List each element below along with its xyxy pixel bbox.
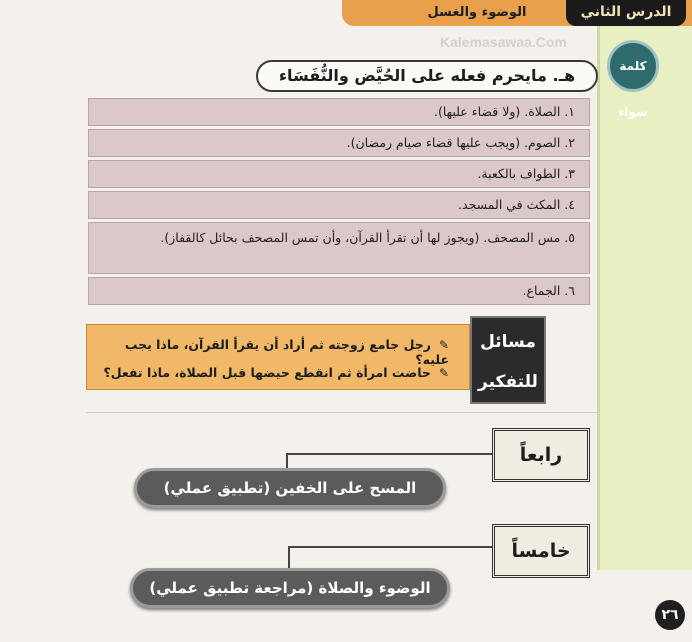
list-item: ٦. الجماع. [88, 277, 590, 305]
pencil-icon: ✎ [438, 338, 449, 352]
question-text: رجل جامع زوجته ثم أراد أن يقرأ القرآن، ماذا يجب عليه؟ [124, 337, 449, 367]
question-item [103, 365, 449, 380]
thinking-questions-panel [86, 324, 470, 390]
thinking-title-box: مسائل للتفكير [470, 316, 546, 404]
question-item [87, 337, 449, 367]
list-item: ٣. الطواف بالكعبة. [88, 160, 590, 188]
topic-tab: الوضوء والغسل [427, 5, 527, 20]
section-heading: هـ. مايحرم فعله على الحُيَّض والنُّفَسَاء [256, 60, 598, 92]
step-title-pill: الوضوء والصلاة (مراجعة تطبيق عملي) [130, 568, 450, 608]
step-title-pill: المسح على الخفين (تطبيق عملي) [134, 468, 446, 508]
page-number: ٢٦ [655, 600, 685, 630]
lesson-tab: الدرس الثاني [566, 0, 686, 26]
logo-badge: كلمة سواء [607, 40, 659, 92]
list-item: ٥. مس المصحف. (ويجوز لها أن تقرأ القرآن، وأن تمس المصحف بحائل كالقفاز). [88, 222, 590, 274]
question-text: حاضت امرأة ثم انقطع حيضها قبل الصلاة، ماذا تفعل؟ [103, 365, 431, 380]
list-item: ١. الصلاة. (ولا قضاء عليها). [88, 98, 590, 126]
divider [86, 412, 598, 413]
watermark: Kalemasawaa.Com [440, 34, 567, 50]
step-label-card: خامساً [492, 524, 590, 578]
list-item: ٢. الصوم. (ويجب عليها قضاء صيام رمضان). [88, 129, 590, 157]
connector-line [288, 546, 290, 568]
connector-line [286, 453, 492, 455]
prohibited-list [88, 98, 590, 308]
connector-line [286, 453, 288, 468]
list-item: ٤. المكث في المسجد. [88, 191, 590, 219]
pencil-icon: ✎ [438, 366, 449, 380]
step-label-card: رابعاً [492, 428, 590, 482]
connector-line [288, 546, 492, 548]
header-bar [342, 0, 692, 26]
